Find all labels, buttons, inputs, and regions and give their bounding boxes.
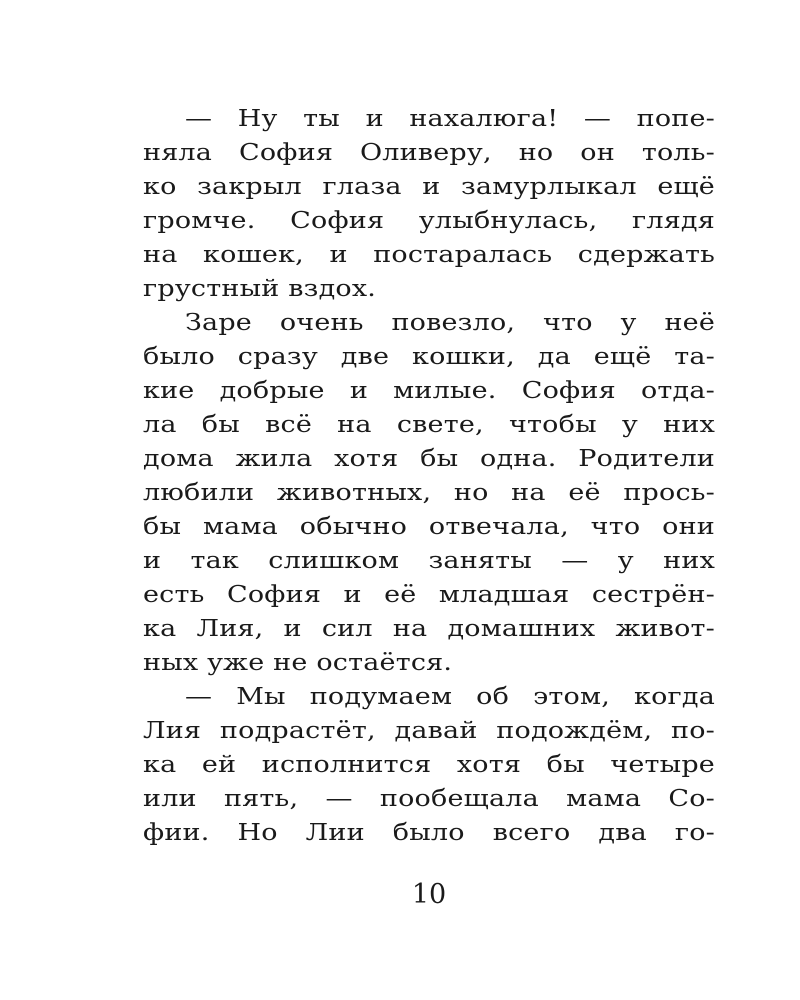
text-line: грустный вздох. [143, 274, 377, 303]
page-number: 10 [411, 879, 447, 910]
text-line: ных уже не остаётся. [143, 648, 453, 677]
text-line: Лия подрастёт, давай подождём, по- [143, 716, 715, 745]
text-line: — Мы подумаем об этом, когда [185, 682, 715, 711]
body-text [143, 102, 715, 850]
text-line: бы мама обычно отвечала, что они [143, 512, 715, 541]
paragraph-2 [143, 306, 715, 680]
text-line: есть София и её младшая сестрён- [143, 580, 715, 609]
text-line: дома жила хотя бы одна. Родители [143, 444, 715, 473]
text-line: ка ей исполнится хотя бы четыре [143, 750, 715, 779]
text-line: на кошек, и постаралась сдержать [143, 240, 715, 269]
text-line: было сразу две кошки, да ещё та- [143, 342, 715, 371]
text-line: няла София Оливеру, но он толь- [143, 138, 715, 167]
text-line: фии. Но Лии было всего два го- [143, 818, 715, 847]
text-line: кие добрые и милые. София отда- [143, 376, 715, 405]
text-line: и так слишком заняты — у них [143, 546, 715, 575]
text-line: ла бы всё на свете, чтобы у них [143, 410, 715, 439]
text-line: — Ну ты и нахалюга! — попе- [185, 104, 715, 133]
text-line: или пять, — пообещала мама Со- [143, 784, 715, 813]
text-line: Заре очень повезло, что у неё [185, 308, 715, 337]
paragraph-3 [143, 680, 715, 850]
text-line: громче. София улыбнулась, глядя [143, 206, 715, 235]
text-line: любили животных, но на её прось- [143, 478, 715, 507]
text-line: ка Лия, и сил на домашних живот- [143, 614, 715, 643]
text-line: ко закрыл глаза и замурлыкал ещё [143, 172, 715, 201]
paragraph-1 [143, 102, 715, 306]
